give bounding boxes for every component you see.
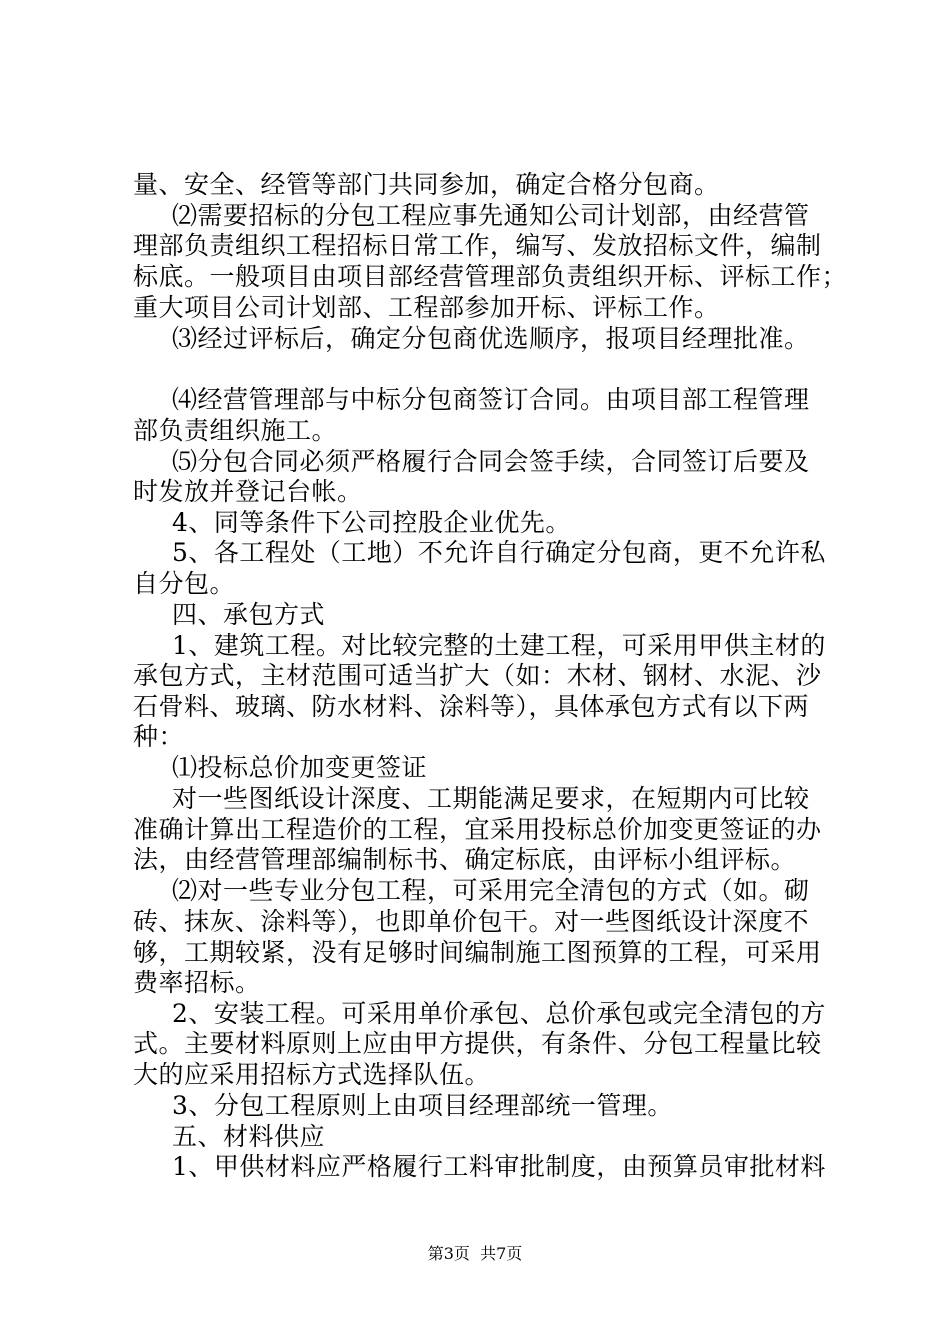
text-line: ⑸分包合同必须严格履行合同会签手续，合同签订后要及 xyxy=(172,447,810,476)
text-line: ⑷经营管理部与中标分包商签订合同。由项目部工程管理 xyxy=(172,385,810,414)
text-line: 承包方式，主材范围可适当扩大（如：木材、钢材、水泥、沙 xyxy=(133,661,822,690)
text-line: 石骨料、玻璃、防水材料、涂料等），具体承包方式有以下两 xyxy=(133,692,810,721)
page-number-footer: 第3页 共7页 xyxy=(427,1244,523,1263)
section-heading: 四、承包方式 xyxy=(172,600,326,629)
text-line: 1、甲供材料应严格履行工料审批制度，由预算员审批材料 xyxy=(172,1152,826,1181)
text-line: 准确计算出工程造价的工程，宜采用投标总价加变更签证的办 xyxy=(133,815,822,844)
text-line: 费率招标。 xyxy=(133,968,261,997)
text-line: 法，由经营管理部编制标书、确定标底，由评标小组评标。 xyxy=(133,845,797,874)
text-line: 种： xyxy=(133,722,185,751)
section-heading: 五、材料供应 xyxy=(172,1122,326,1151)
text-line: ⑵对一些专业分包工程，可采用完全清包的方式（如。砌 xyxy=(172,876,810,905)
text-line: 4、同等条件下公司控股企业优先。 xyxy=(172,508,571,537)
text-line: 2、安装工程。可采用单价承包、总价承包或完全清包的方 xyxy=(172,999,826,1028)
text-line: ⑵需要招标的分包工程应事先通知公司计划部，由经营管 xyxy=(172,201,810,230)
text-line: 1、建筑工程。对比较完整的土建工程，可采用甲供主材的 xyxy=(172,631,826,660)
text-line: 5、各工程处（工地）不允许自行确定分包商，更不允许私 xyxy=(172,538,826,567)
text-line: 理部负责组织工程招标日常工作，编写、发放招标文件，编制 xyxy=(133,231,822,260)
text-line: 3、分包工程原则上由项目经理部统一管理。 xyxy=(172,1091,673,1120)
text-line: 对一些图纸设计深度、工期能满足要求，在短期内可比较 xyxy=(172,784,810,813)
text-line: 式。主要材料原则上应由甲方提供，有条件、分包工程量比较 xyxy=(133,1029,822,1058)
text-line: 大的应采用招标方式选择队伍。 xyxy=(133,1060,491,1089)
text-line: 够，工期较紧，没有足够时间编制施工图预算的工程，可采用 xyxy=(133,938,822,967)
text-line: ⑴投标总价加变更签证 xyxy=(172,753,428,782)
text-line: ⑶经过评标后，确定分包商优选顺序，报项目经理批准。 xyxy=(172,324,810,353)
text-line: 部负责组织施工。 xyxy=(133,416,338,445)
text-line: 标底。一般项目由项目部经营管理部负责组织开标、评标工作； xyxy=(133,262,848,291)
text-line: 量、安全、经管等部门共同参加，确定合格分包商。 xyxy=(133,170,720,199)
text-line: 砖、抹灰、涂料等），也即单价包干。对一些图纸设计深度不 xyxy=(133,907,810,936)
text-line: 自分包。 xyxy=(133,569,236,598)
text-line: 重大项目公司计划部、工程部参加开标、评标工作。 xyxy=(133,293,720,322)
text-line: 时发放并登记台帐。 xyxy=(133,477,363,506)
